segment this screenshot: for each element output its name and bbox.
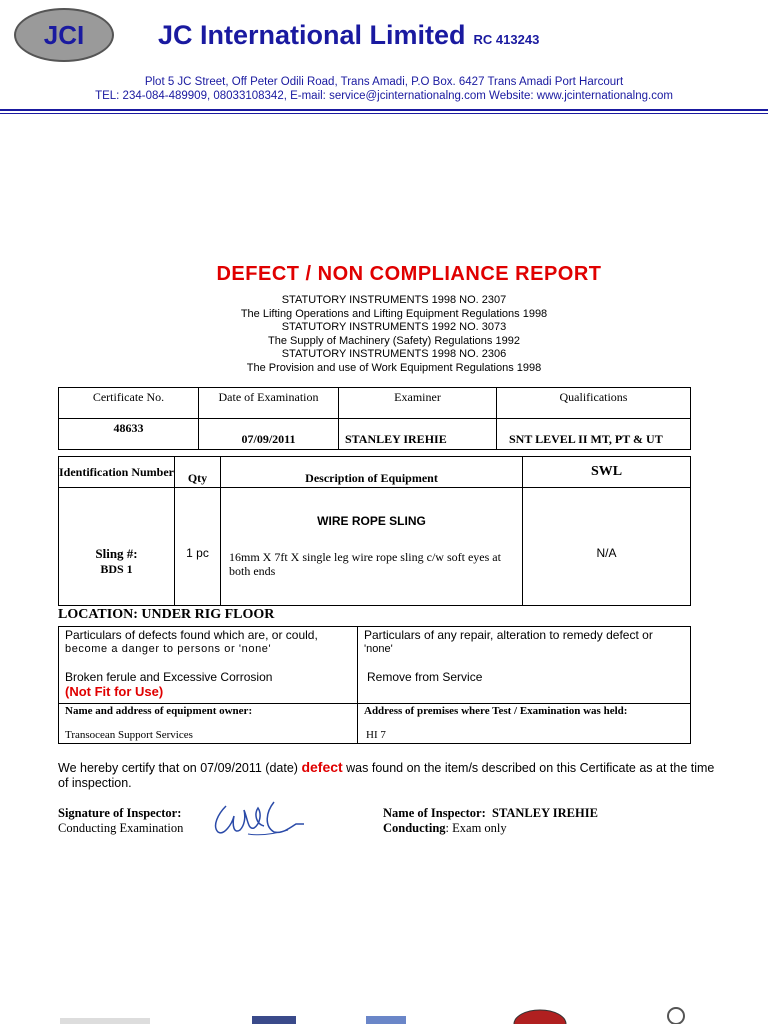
identification-cell <box>59 488 175 606</box>
certificate-no: 48633 <box>59 419 199 450</box>
conducting-value: : Exam only <box>445 821 507 835</box>
description-text: 16mm X 7ft X single leg wire rope sling c/w soft eyes at both ends <box>229 550 501 578</box>
header-qty: Qty <box>175 457 221 488</box>
regulation-line: STATUTORY INSTRUMENTS 1998 NO. 2307 <box>281 294 507 306</box>
address-line: Plot 5 JC Street, Off Peter Odili Road, Trans Amadi, P.O Box. 6427 Trans Amadi Port Harcourt <box>144 76 624 88</box>
header-divider-thin <box>0 113 768 114</box>
location: LOCATION: UNDER RIG FLOOR <box>58 607 275 622</box>
repair-cell <box>358 627 691 704</box>
description-cell <box>221 488 523 606</box>
regulation-line: The Lifting Operations and Lifting Equipment Regulations 1998 <box>240 307 548 320</box>
certify-highlight: defect <box>301 759 343 775</box>
repair-header-2: 'none' <box>364 643 393 655</box>
regulation-line: STATUTORY INSTRUMENTS 1998 NO. 2306 <box>281 348 507 360</box>
premises-value: HI 7 <box>366 729 386 741</box>
conducting-label: Conducting <box>383 821 446 835</box>
equipment-table <box>58 456 691 606</box>
inspector-name-block <box>383 806 598 836</box>
header-identification: Identification Number <box>59 457 175 488</box>
footer-logo-2-icon <box>252 1016 296 1024</box>
header-certificate-no: Certificate No. <box>59 388 199 419</box>
swl-cell: N/A <box>523 488 691 606</box>
examiner-name: STANLEY IREHIE <box>339 419 497 450</box>
exam-date: 07/09/2011 <box>199 419 339 450</box>
header-qualifications: Qualifications <box>497 388 691 419</box>
defects-text: Broken ferule and Excessive Corrosion <box>65 670 273 684</box>
inspector-name: STANLEY IREHIE <box>492 806 598 820</box>
owner-header: Name and address of equipment owner: <box>65 705 253 717</box>
certify-prefix: We hereby certify that on 07/09/2011 (date) <box>58 761 302 775</box>
premises-cell <box>358 704 691 744</box>
logo-text: JCI <box>43 19 85 50</box>
sling-id: BDS 1 <box>100 562 133 576</box>
certify-suffix: was found on the item/s described on this Certificate as at the time of inspection. <box>58 761 715 790</box>
header-examiner: Examiner <box>339 388 497 419</box>
owner-cell <box>59 704 358 744</box>
qty-cell: 1 pc <box>175 488 221 606</box>
contact-line: TEL: 234-084-489909, 08033108342, E-mail: service@jcinternationalng.com Website: www.jcinternationalng.com <box>95 90 673 102</box>
qualifications: SNT LEVEL II MT, PT & UT <box>497 419 691 450</box>
certify-statement <box>58 760 718 791</box>
repair-text: Remove from Service <box>367 670 483 684</box>
regulation-line: The Supply of Machinery (Safety) Regulations 1992 <box>268 334 520 347</box>
footer-logo-3-icon <box>366 1016 406 1024</box>
premises-header: Address of premises where Test / Examination was held: <box>364 705 628 717</box>
repair-header: Particulars of any repair, alteration to remedy defect or <box>364 628 653 642</box>
defects-header-2: become a danger to persons or 'none' <box>65 643 272 655</box>
inspector-name-label: Name of Inspector: <box>383 806 486 820</box>
defect-table <box>58 626 691 744</box>
company-logo <box>14 8 114 62</box>
header-date: Date of Examination <box>199 388 339 419</box>
footer-logo-4-icon <box>514 1010 566 1024</box>
header-swl: SWL <box>523 457 691 488</box>
signature-image <box>204 794 314 844</box>
footer-logos <box>0 998 768 1024</box>
signature-label: Signature of Inspector: <box>58 806 182 820</box>
report-title: DEFECT / NON COMPLIANCE REPORT <box>216 263 602 285</box>
description-title: WIRE ROPE SLING <box>317 514 426 528</box>
regulation-line: STATUTORY INSTRUMENTS 1992 NO. 3073 <box>281 321 507 333</box>
regulation-line: The Provision and use of Work Equipment Regulations 1998 <box>246 361 542 374</box>
signature-block <box>58 806 183 836</box>
footer-logo-5-icon <box>668 1008 684 1024</box>
defects-header: Particulars of defects found which are, or could, <box>65 628 318 642</box>
company-name <box>158 20 539 51</box>
header-description: Description of Equipment <box>221 457 523 488</box>
defects-cell <box>59 627 358 704</box>
owner-value: Transocean Support Services <box>65 729 193 741</box>
defects-status: (Not Fit for Use) <box>65 684 164 699</box>
rc-number: RC 413243 <box>473 32 540 47</box>
company-name-text: JC International Limited <box>158 20 466 50</box>
signature-sub-label: Conducting Examination <box>58 821 184 835</box>
sling-id-label: Sling #: <box>95 546 138 561</box>
footer-logo-1-icon <box>60 1018 150 1024</box>
header-divider <box>0 109 768 111</box>
certificate-table <box>58 387 691 450</box>
